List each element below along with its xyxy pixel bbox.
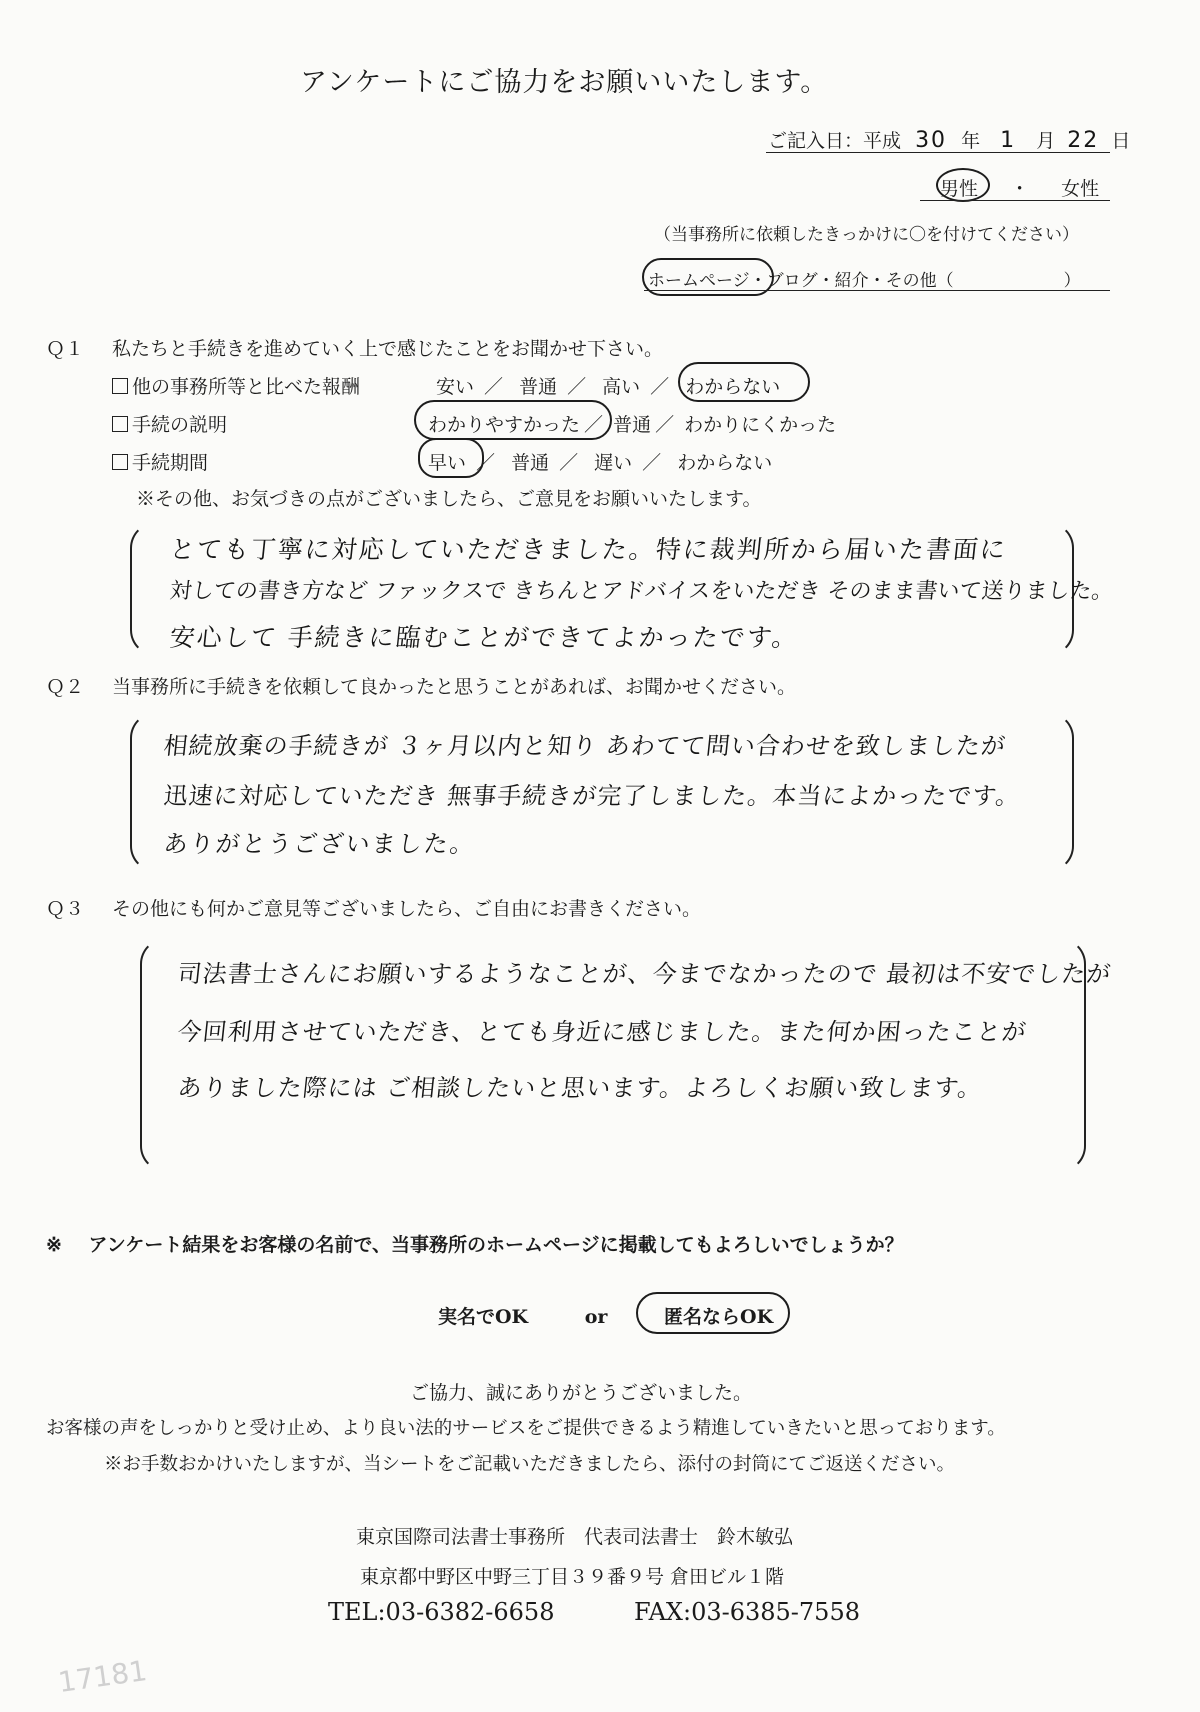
option[interactable]: 安い	[436, 376, 475, 398]
checkbox[interactable]	[112, 416, 128, 432]
q1-answer-line: 対しての書き方など ファックスで きちんとアドバイスをいただき そのまま書いて送りました。	[168, 579, 1115, 604]
q1-row-fee	[112, 372, 360, 399]
entry-date	[768, 126, 1130, 153]
q3-question: その他にも何かご意見等ございましたら、ご自由にお書きください。	[112, 898, 702, 920]
q1-explanation-selected-circle	[414, 400, 612, 440]
publish-question	[46, 1230, 904, 1257]
date-year-unit: 年	[961, 130, 981, 152]
q2-answer-line: ありがとうございました。	[162, 830, 478, 858]
gender-underline	[920, 200, 1110, 201]
option[interactable]: わかりやすかった	[428, 414, 581, 436]
checkbox[interactable]	[112, 454, 128, 470]
date-day-unit: 日	[1111, 130, 1131, 152]
q2-question: 当事務所に手続きを依頼して良かったと思うことがあれば、お聞かせください。	[112, 676, 797, 698]
office-fax: FAX:03-6385-7558	[634, 1598, 860, 1626]
office-tel: TEL:03-6382-6658	[328, 1598, 555, 1626]
gender-female[interactable]: 女性	[1061, 178, 1100, 200]
q3-number: Ｑ３	[46, 898, 85, 920]
option-real-name[interactable]: 実名でOK	[438, 1306, 529, 1328]
gender-male[interactable]: 男性	[940, 178, 979, 200]
q2-number: Ｑ２	[46, 676, 85, 698]
option[interactable]: 普通	[511, 452, 550, 474]
sheet-number: 17181	[56, 1653, 149, 1700]
date-day: 22	[1067, 128, 1100, 153]
date-month-unit: 月	[1036, 130, 1056, 152]
office-name: 東京国際司法書士事務所 代表司法書士 鈴木敏弘	[356, 1526, 794, 1548]
q1-period-selected-circle	[418, 438, 484, 478]
trigger-instruction: （当事務所に依頼したきっかけに〇を付けてください）	[654, 225, 1079, 245]
q1-row-period	[112, 448, 208, 475]
q1-row-label: 他の事務所等と比べた報酬	[132, 376, 361, 398]
office-address: 東京都中野区中野三丁目３９番９号 倉田ビル１階	[360, 1566, 785, 1588]
q2-answer-line: 相続放棄の手続きが ３ヶ月以内と知り あわてて問い合わせを致しましたが	[162, 732, 1008, 760]
q1-answer-line: 安心して 手続きに臨むことができてよかったです。	[168, 623, 801, 652]
or-label: or	[584, 1306, 608, 1328]
q2-answer-line: 迅速に対応していただき 無事手続きが完了しました。本当によかったです。	[162, 782, 1022, 810]
publish-text: アンケート結果をお客様の名前で、当事務所のホームページに掲載してもよろしいでしょうか？	[88, 1234, 904, 1256]
q1-row-fee-options: 安い ／ 普通 ／ 高い ／ わからない	[436, 376, 781, 398]
gender-separator: ・	[1010, 178, 1030, 200]
trigger-close-paren: ）	[1063, 271, 1081, 291]
q1-question: 私たちと手続きを進めていく上で感じたことをお聞かせ下さい。	[112, 338, 664, 360]
q1-row-label: 手続期間	[132, 452, 209, 474]
date-label: ご記入日：平成	[768, 130, 902, 152]
option[interactable]: 普通	[519, 376, 558, 398]
q1-row-explanation-options: わかりやすかった ／ 普通 ／ わかりにくかった	[428, 414, 837, 436]
q1-answer-line: とても丁寧に対応していただきました。特に裁判所から届いた書面に	[168, 535, 1009, 564]
q3-answer-line: ありました際には ご相談したいと思います。よろしくお願い致します。	[176, 1074, 985, 1102]
anonymous-selected-circle	[636, 1292, 790, 1334]
q1-number: Ｑ１	[46, 338, 85, 360]
trigger-underline	[644, 290, 1110, 291]
q3-answer-line: 今回利用させていただき、とても身近に感じました。また何か困ったことが	[176, 1018, 1029, 1046]
trigger-other-options[interactable]: ・ブログ・紹介・その他（	[749, 271, 954, 291]
option[interactable]: 早い	[428, 452, 467, 474]
date-underline	[766, 152, 1110, 153]
q1-row-period-options: 早い ／ 普通 ／ 遅い ／ わからない	[428, 452, 773, 474]
q3-answer-line: 司法書士さんにお願いするようなことが、今までなかったので 最初は不安でしたが	[176, 960, 1113, 988]
publish-mark: ※	[46, 1234, 62, 1256]
option[interactable]: わかりにくかった	[684, 414, 837, 436]
checkbox[interactable]	[112, 378, 128, 394]
option[interactable]: 普通	[613, 414, 652, 436]
q1-row-label: 手続の説明	[132, 414, 228, 436]
date-month: 1	[1000, 128, 1017, 153]
q1-note: ※その他、お気づきの点がございましたら、ご意見をお願いいたします。	[136, 488, 762, 510]
option-anonymous[interactable]: 匿名ならOK	[664, 1306, 774, 1328]
date-year: 30	[915, 128, 948, 153]
message: お客様の声をしっかりと受け止め、より良い法的サービスをご提供できるよう精進していきたいと思っております。	[46, 1418, 1006, 1439]
option[interactable]: わからない	[677, 452, 773, 474]
gender-male-circle	[936, 168, 990, 202]
q1-fee-selected-circle	[678, 362, 810, 402]
thanks: ご協力、誠にありがとうございました。	[410, 1382, 753, 1404]
option[interactable]: わからない	[685, 376, 781, 398]
page-title: アンケートにご協力をお願いいたします。	[300, 67, 829, 98]
trigger-homepage[interactable]: ホームページ	[648, 271, 750, 291]
return-note: ※お手数おかけいたしますが、当シートをご記載いただきましたら、添付の封筒にてご返送ください。	[104, 1454, 956, 1475]
q1-row-explanation	[112, 410, 227, 437]
option[interactable]: 遅い	[594, 452, 633, 474]
option[interactable]: 高い	[602, 376, 641, 398]
